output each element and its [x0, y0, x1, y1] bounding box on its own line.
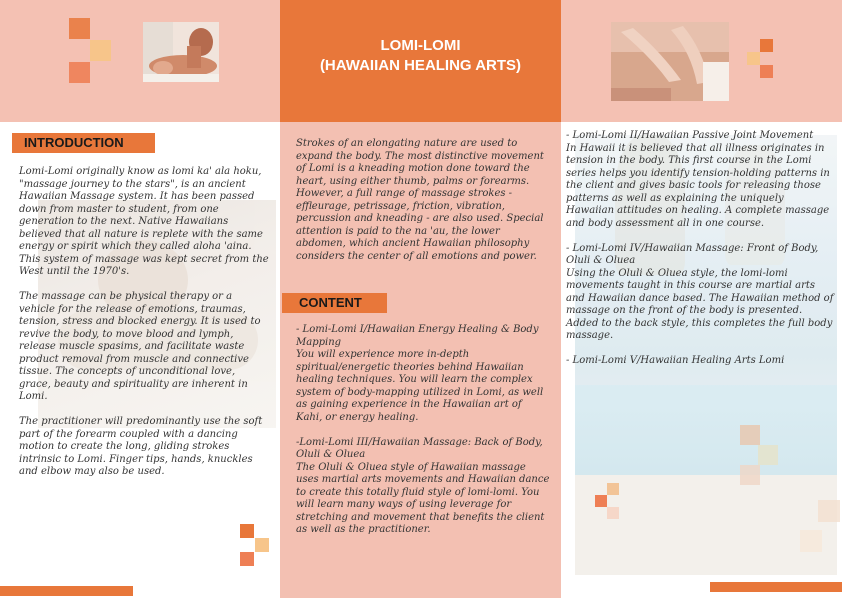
decor-square: [607, 483, 619, 495]
course-5: [566, 355, 834, 368]
decor-square: [818, 500, 840, 522]
footer-bar-left: [0, 586, 133, 596]
decor-square: [69, 62, 90, 83]
course-4: [566, 243, 834, 343]
introduction-label: INTRODUCTION: [12, 133, 155, 153]
intro-paragraph-2: The massage can be physical therapy or a vehicle for the release of emotions, traumas, tension, stress and blocked energy. It is used to revive the body, to move blood and lymph, release muscle spasims, and facilitate waste product removal from muscle and connective tissue. The concepts of unconditional love, grace, beauty and spirituality are inherent in Lomi.: [19, 291, 261, 402]
footer-bar-right: [710, 582, 842, 592]
course-3: [296, 437, 551, 537]
content-courses-right: [566, 130, 834, 368]
decor-square: [740, 425, 760, 445]
introduction-text: [19, 166, 269, 479]
decor-square: [800, 530, 822, 552]
decor-square: [760, 39, 773, 52]
decor-square: [240, 552, 254, 566]
hands-photo-top-right: [611, 22, 729, 101]
course-3-title: -Lomi-Lomi III/Hawaiian Massage: Back of Body, Oluli & Oluea: [296, 436, 543, 460]
decor-square: [747, 52, 760, 65]
brochure-title: [280, 36, 561, 76]
decor-square: [760, 65, 773, 78]
decor-square: [255, 538, 269, 552]
strokes-text: Strokes of an elongating nature are used to expand the body. The most distinctive movement of Lomi is a kneading motion done toward the heart, using either thumb, palms or forearms. However, a full range of massage strokes - effleurage, petrissage, friction, vibration, percussion and kneading - are also used. Special attention is paid to the na 'au, the lower abdomen, which ancient Hawaiian philosophy considers the center of all emotions and power.: [296, 138, 544, 262]
hands-photo-illustration: [611, 22, 729, 101]
decor-square: [240, 524, 254, 538]
course-1: [296, 324, 551, 424]
faded-sea: [575, 385, 837, 475]
content-label: CONTENT: [282, 293, 387, 313]
massage-photo-top-left: [143, 22, 219, 82]
course-2: [566, 130, 834, 230]
massage-photo-illustration: [143, 22, 219, 82]
course-4-title: - Lomi-Lomi IV/Hawaiian Massage: Front of Body, Oluli & Oluea: [566, 242, 819, 266]
header-left-panel: [0, 0, 280, 122]
content-courses-middle: [296, 324, 551, 537]
course-5-title: - Lomi-Lomi V/Hawaiian Healing Arts Lomi: [566, 355, 785, 366]
course-3-text: The Oluli & Oluea style of Hawaiian massage uses martial arts movements and Hawaiian dance to create this totally fluid style of lomi-lomi. You will learn many ways of using leverage for stretching and movement that benefits the client as well as the practitioner.: [296, 461, 550, 535]
course-2-title: - Lomi-Lomi II/Hawaiian Passive Joint Movement: [566, 130, 814, 141]
course-1-text: You will experience more in-depth spiritual/energetic theories behind Hawaiian healing techniques. You will learn the complex system of body-mapping utilized in Lomi, as well as gaining experience in the Hawaiian art of Kahi, or energy healing.: [296, 349, 544, 423]
course-4-text: Using the Oluli & Oluea style, the lomi-lomi movements taught in this course are martial arts and Hawaiian dance based. The Hawaiian method of massage on the front of the body is presented. Added to the back style, this completes the full body massage.: [566, 267, 834, 341]
title-line-1: LOMI-LOMI: [380, 37, 461, 54]
title-line-2: (HAWAIIAN HEALING ARTS): [319, 57, 522, 74]
course-2-text: In Hawaii it is believed that all illness originates in tension in the body. This first course in the Lomi series helps you identify tension-holding patterns in the client and gives basic tools for releasing those patterns as well as explaining the uniquely Hawaiian attitudes on healing. A complete massage and body assessment all in one course.: [566, 142, 830, 229]
decor-square: [595, 495, 607, 507]
decor-square: [758, 445, 778, 465]
intro-paragraph-1: Lomi-Lomi originally know as lomi ka' ala hoku, "massage journey to the stars", is an ancient Hawaiian Massage system. It has been passed down from master to student, from one generation to the next. Native Hawaiians believed that all nature is replete with the same energy or spirit which they called aloha 'aina. This system of massage was kept secret from the West until the 1970's.: [19, 166, 269, 277]
decor-square: [740, 465, 760, 485]
decor-square: [69, 18, 90, 39]
decor-square: [90, 40, 111, 61]
course-1-title: - Lomi-Lomi I/Hawaiian Energy Healing & Body Mapping: [296, 324, 539, 348]
decor-square: [607, 507, 619, 519]
intro-paragraph-3: The practitioner will predominantly use the soft part of the forearm coupled with a dancing motion to create the long, gliding strokes intrinsic to Lomi. Finger tips, hands, knuckles and elbow may also be used.: [19, 416, 263, 477]
